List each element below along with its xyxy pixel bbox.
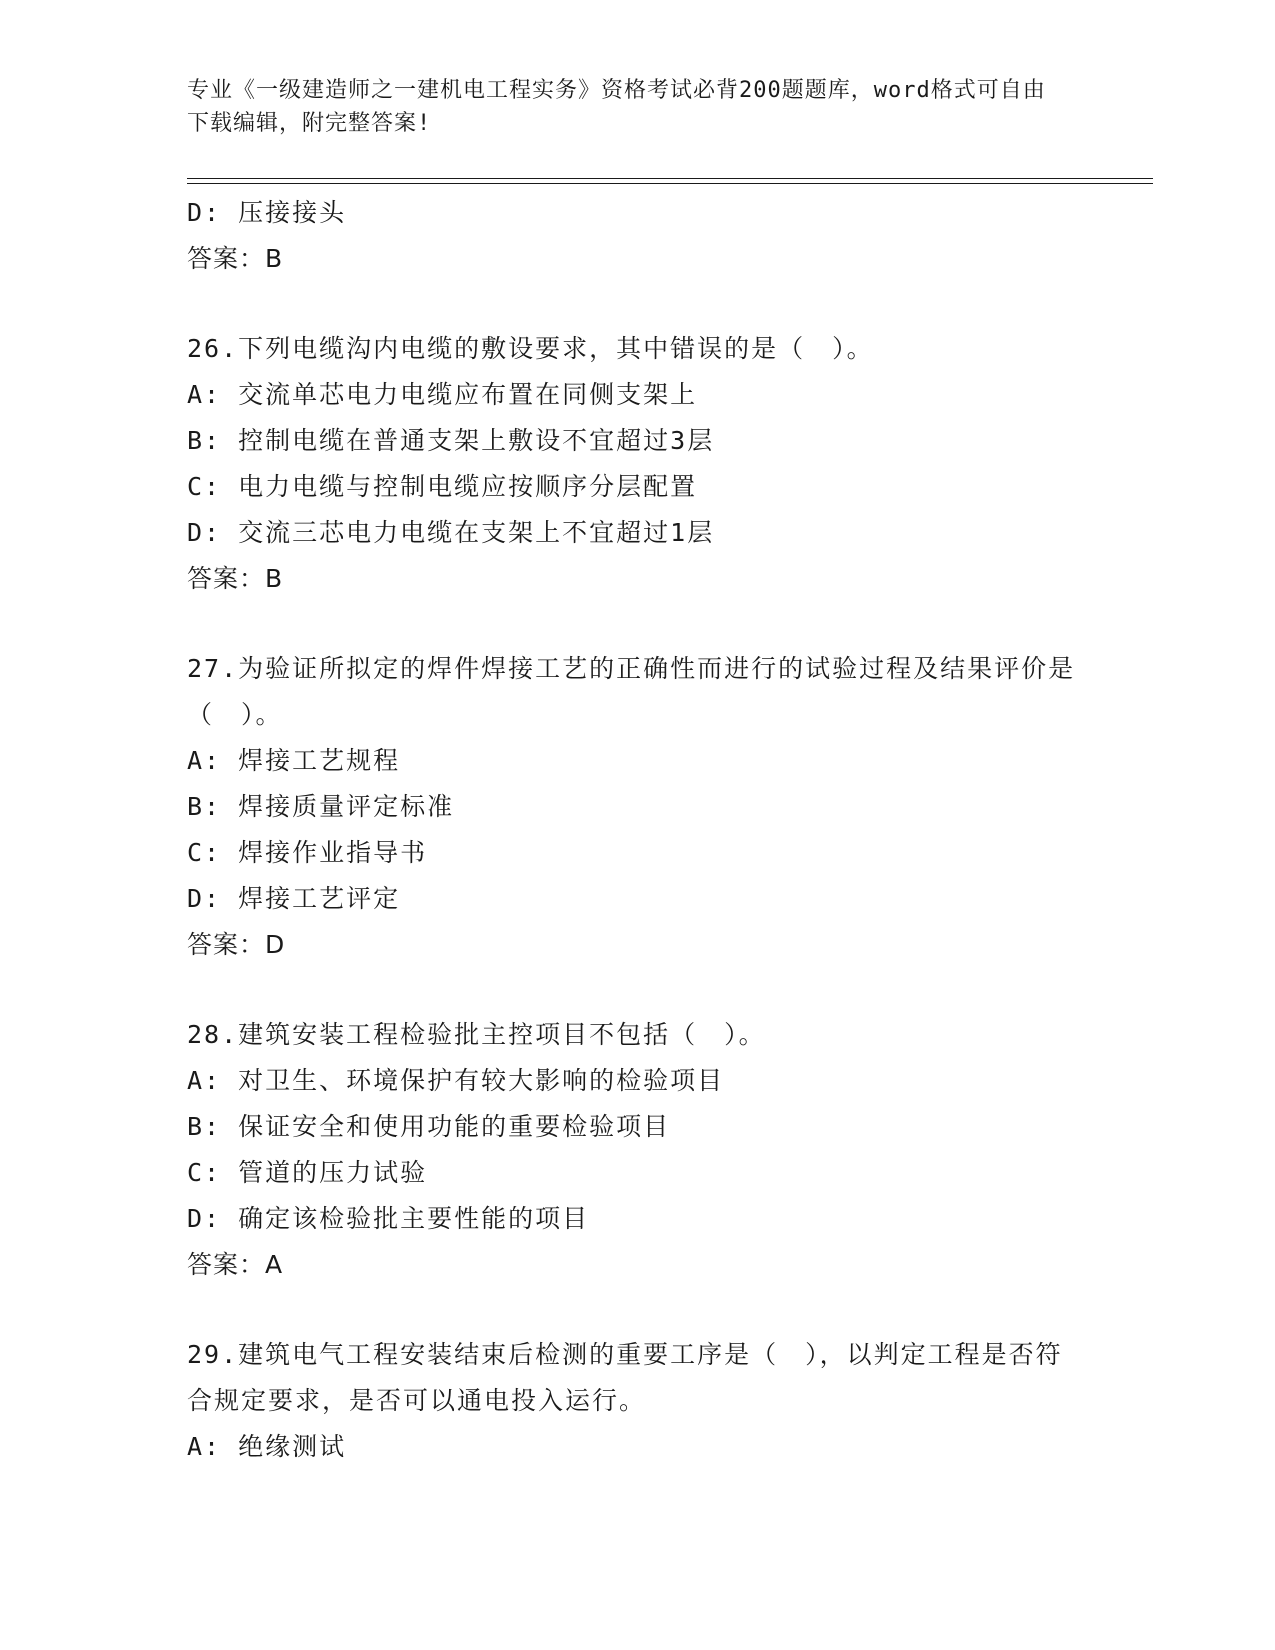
document-header: 专业《一级建造师之一建机电工程实务》资格考试必背200题题库，word格式可自由下载编辑，附完整答案!: [187, 78, 1046, 136]
option-b: B: 焊接质量评定标准: [187, 792, 455, 821]
option-a: A: 焊接工艺规程: [187, 746, 401, 775]
option-b: B: 控制电缆在普通支架上敷设不宜超过3层: [187, 426, 715, 455]
question-stem: 26.下列电缆沟内电缆的敷设要求，其中错误的是（ ）。: [187, 334, 874, 363]
answer-line: 答案：D: [187, 930, 286, 959]
answer-line: 答案：B: [187, 244, 284, 273]
question-content: [187, 190, 1087, 1470]
option-d: D: 压接接头: [187, 198, 347, 227]
option-c: C: 电力电缆与控制电缆应按顺序分层配置: [187, 472, 698, 501]
option-d: D: 焊接工艺评定: [187, 884, 401, 913]
option-d: D: 交流三芯电力电缆在支架上不宜超过1层: [187, 518, 715, 547]
question-block-29: [187, 1332, 1087, 1470]
question-stem: 28.建筑安装工程检验批主控项目不包括（ ）。: [187, 1020, 766, 1049]
option-a: A: 对卫生、环境保护有较大影响的检验项目: [187, 1066, 725, 1095]
question-block-26: [187, 326, 1087, 602]
header-rule-bottom: [187, 183, 1153, 184]
question-stem: 29.建筑电气工程安装结束后检测的重要工序是（ ），以判定工程是否符合规定要求，是否可以通电投入运行。: [187, 1340, 1063, 1415]
option-b: B: 保证安全和使用功能的重要检验项目: [187, 1112, 671, 1141]
question-block-28: [187, 1012, 1087, 1288]
option-c: C: 管道的压力试验: [187, 1158, 428, 1187]
option-a: A: 交流单芯电力电缆应布置在同侧支架上: [187, 380, 698, 409]
header-rule-top: [187, 178, 1153, 179]
option-d: D: 确定该检验批主要性能的项目: [187, 1204, 590, 1233]
question-block-27: [187, 646, 1087, 968]
question-stem: 27.为验证所拟定的焊件焊接工艺的正确性而进行的试验过程及结果评价是（ ）。: [187, 654, 1076, 729]
option-a: A: 绝缘测试: [187, 1432, 347, 1461]
answer-line: 答案：B: [187, 564, 284, 593]
answer-line: 答案：A: [187, 1250, 284, 1279]
option-c: C: 焊接作业指导书: [187, 838, 428, 867]
